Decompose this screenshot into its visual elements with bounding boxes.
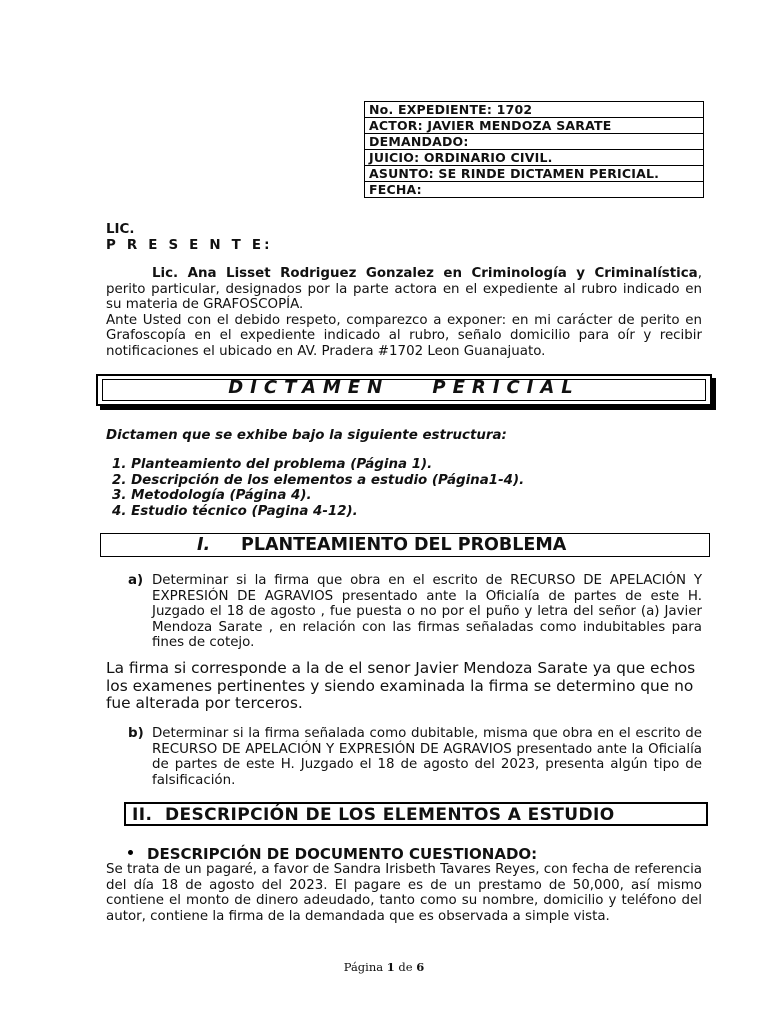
subheading-text: DESCRIPCIÓN DE DOCUMENTO CUESTIONADO: xyxy=(147,845,538,863)
structure-item: 3. Metodología (Página 4). xyxy=(112,488,312,503)
case-trial-type: JUICIO: ORDINARIO CIVIL. xyxy=(365,150,704,166)
section-1-number: I. xyxy=(197,535,211,555)
intro-paragraphs xyxy=(106,266,702,360)
footer-prefix: Página xyxy=(343,960,387,974)
case-actor: ACTOR: JAVIER MENDOZA SARATE xyxy=(365,118,704,134)
case-number: No. EXPEDIENTE: 1702 xyxy=(365,102,704,118)
intro-paragraph-2: Ante Usted con el debido respeto, comparezco a exponer: en mi carácter de perito en Grafoscopía en el expediente indicado al rubro, señalo domicilio para oír y recibir notificaciones el ubicado en AV. Pradera #1702 Leon Guanajuato. xyxy=(106,312,702,359)
footer-page-number: 1 xyxy=(386,960,395,974)
report-title: DICTAMEN PERICIAL xyxy=(228,377,580,398)
footer-middle: de xyxy=(394,960,417,974)
expert-name: Lic. Ana Lisset Rodriguez Gonzalez en Criminología y Criminalística xyxy=(152,266,698,281)
item-b-text: Determinar si la firma señalada como dubitable, misma que obra en el escrito de RECURSO DE APELACIÓN Y EXPRESIÓN DE AGRAVIOS presentado ante la Oficialía de partes de este H. Juzgado el 18 de agosto del 2023, presenta algún tipo de falsificación. xyxy=(152,726,702,788)
case-defendant: DEMANDADO: xyxy=(365,134,704,150)
addressee-title: LIC. xyxy=(106,222,135,237)
footer-page-total: 6 xyxy=(416,960,425,974)
section-2-title: II. DESCRIPCIÓN DE LOS ELEMENTOS A ESTUDIO xyxy=(132,805,615,825)
bullet-icon xyxy=(128,850,133,855)
questioned-document-description: Se trata de un pagaré, a favor de Sandra Irisbeth Tavares Reyes, con fecha de referencia del día 18 de agosto del 2023. El pagare es de un prestamo de 50,000, así mismo contiene el monto de dinero adeudado, tanto como su nombre, domicilio y teléfono del autor, contiene la firma de la demandada que es observada a simple vista. xyxy=(106,862,702,924)
item-a-letter: a) xyxy=(128,573,144,588)
section-1-title: PLANTEAMIENTO DEL PROBLEMA xyxy=(241,535,567,555)
intro-paragraph-1 xyxy=(106,266,702,313)
questioned-document-subheading xyxy=(128,844,537,863)
structure-item: 1. Planteamiento del problema (Página 1). xyxy=(112,457,433,472)
intro-paragraph-1-text: , perito particular, designados por la parte actora en el expediente al rubro indicado en su materia de GRAFOSCOPÍA. xyxy=(106,266,702,313)
page-footer xyxy=(0,960,768,974)
item-a-text: Determinar si la firma que obra en el escrito de RECURSO DE APELACIÓN Y EXPRESIÓN DE AGRAVIOS presentado ante la Oficialía de partes de este H. Juzgado el 18 de agosto , fue puesta o no por el puño y letra del señor (a) Javier Mendoza Sarate , en relación con las firmas señaladas como indubitables para fines de cotejo. xyxy=(152,573,702,651)
structure-item: 2. Descripción de los elementos a estudio (Página1-4). xyxy=(112,472,525,488)
case-subject: ASUNTO: SE RINDE DICTAMEN PERICIAL. xyxy=(365,166,704,182)
item-b-letter: b) xyxy=(128,726,144,741)
addressee-block xyxy=(106,222,273,254)
section-2-header xyxy=(124,802,708,826)
structure-list xyxy=(112,457,524,519)
structure-intro: Dictamen que se exhibe bajo la siguiente estructura: xyxy=(106,428,507,443)
addressee-present: P R E S E N T E: xyxy=(106,238,273,253)
report-title-frame xyxy=(96,374,712,406)
conclusion-paragraph: La firma si corresponde a la de el senor Javier Mendoza Sarate ya que echos los examenes pertinentes y siendo examinada la firma se determino que no fue alterada por terceros. xyxy=(106,659,696,712)
section-1-header xyxy=(100,533,710,557)
structure-item: 4. Estudio técnico (Pagina 4-12). xyxy=(112,503,358,519)
case-header-table xyxy=(364,101,704,198)
case-date: FECHA: xyxy=(365,182,704,198)
